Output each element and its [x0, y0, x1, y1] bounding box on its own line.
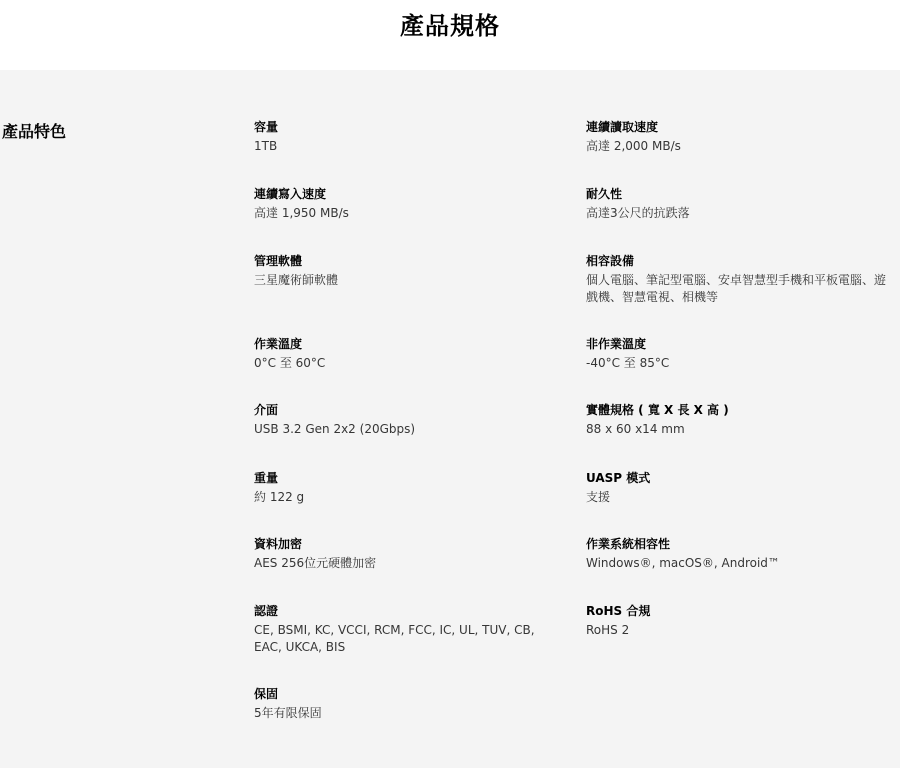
- spec-value: USB 3.2 Gen 2x2 (20Gbps): [254, 422, 416, 436]
- spec-operating-temp: [254, 335, 554, 372]
- spec-certification: [254, 602, 554, 656]
- spec-interface: [254, 401, 554, 438]
- spec-compatible-devices: [586, 252, 886, 306]
- spec-value: 1TB: [254, 139, 278, 153]
- spec-value: -40°C 至 85°C: [586, 356, 670, 370]
- spec-non-operating-temp: [586, 335, 886, 372]
- spec-label: 作業系統相容性: [586, 537, 671, 551]
- spec-label: 作業溫度: [254, 337, 303, 351]
- spec-label: 實體規格 ( 寬 X 長 X 高 ): [586, 403, 729, 417]
- spec-label: UASP 模式: [586, 471, 651, 485]
- spec-label: 非作業溫度: [586, 337, 647, 351]
- spec-value: 0°C 至 60°C: [254, 356, 326, 370]
- spec-label: 相容設備: [586, 254, 635, 268]
- spec-software: [254, 252, 554, 289]
- spec-label: 資料加密: [254, 537, 303, 551]
- spec-value: RoHS 2: [586, 623, 630, 637]
- spec-label: RoHS 合規: [586, 604, 651, 618]
- page-title: 產品規格: [400, 12, 500, 40]
- header: [0, 0, 900, 70]
- spec-durability: [586, 185, 886, 222]
- spec-capacity: [254, 118, 554, 155]
- spec-label: 容量: [254, 120, 279, 134]
- spec-label: 耐久性: [586, 187, 623, 201]
- spec-label: 管理軟體: [254, 254, 303, 268]
- spec-rohs: [586, 602, 886, 639]
- spec-value: 高達3公尺的抗跌落: [586, 206, 690, 220]
- spec-label: 連續讀取速度: [586, 120, 659, 134]
- spec-label: 保固: [254, 687, 279, 701]
- spec-warranty: [254, 685, 554, 722]
- spec-value: 88 x 60 x14 mm: [586, 422, 685, 436]
- spec-uasp: [586, 469, 886, 506]
- spec-weight: [254, 469, 554, 506]
- spec-value: AES 256位元硬體加密: [254, 556, 377, 570]
- spec-value: 高達 2,000 MB/s: [586, 139, 681, 153]
- spec-value: 支援: [586, 490, 611, 504]
- spec-value: Windows®, macOS®, Android™: [586, 556, 780, 570]
- spec-dimensions: [586, 401, 886, 438]
- spec-read-speed: [586, 118, 886, 155]
- spec-os-compatibility: [586, 535, 886, 572]
- spec-value: 高達 1,950 MB/s: [254, 206, 349, 220]
- spec-value: 約 122 g: [254, 490, 305, 504]
- spec-label: 連續寫入速度: [254, 187, 327, 201]
- spec-encryption: [254, 535, 554, 572]
- specs-panel: [0, 70, 900, 768]
- spec-value: 5年有限保固: [254, 706, 322, 720]
- spec-label: 認證: [254, 604, 279, 618]
- spec-write-speed: [254, 185, 554, 222]
- section-title: 產品特色: [2, 122, 67, 141]
- spec-value: 三星魔術師軟體: [254, 273, 339, 287]
- spec-value: CE, BSMI, KC, VCCI, RCM, FCC, IC, UL, TUV, CB, EAC, UKCA, BIS: [254, 623, 535, 654]
- spec-label: 介面: [254, 403, 279, 417]
- spec-label: 重量: [254, 471, 279, 485]
- spec-value: 個人電腦、筆記型電腦、安卓智慧型手機和平板電腦、遊戲機、智慧電視、相機等: [586, 273, 887, 304]
